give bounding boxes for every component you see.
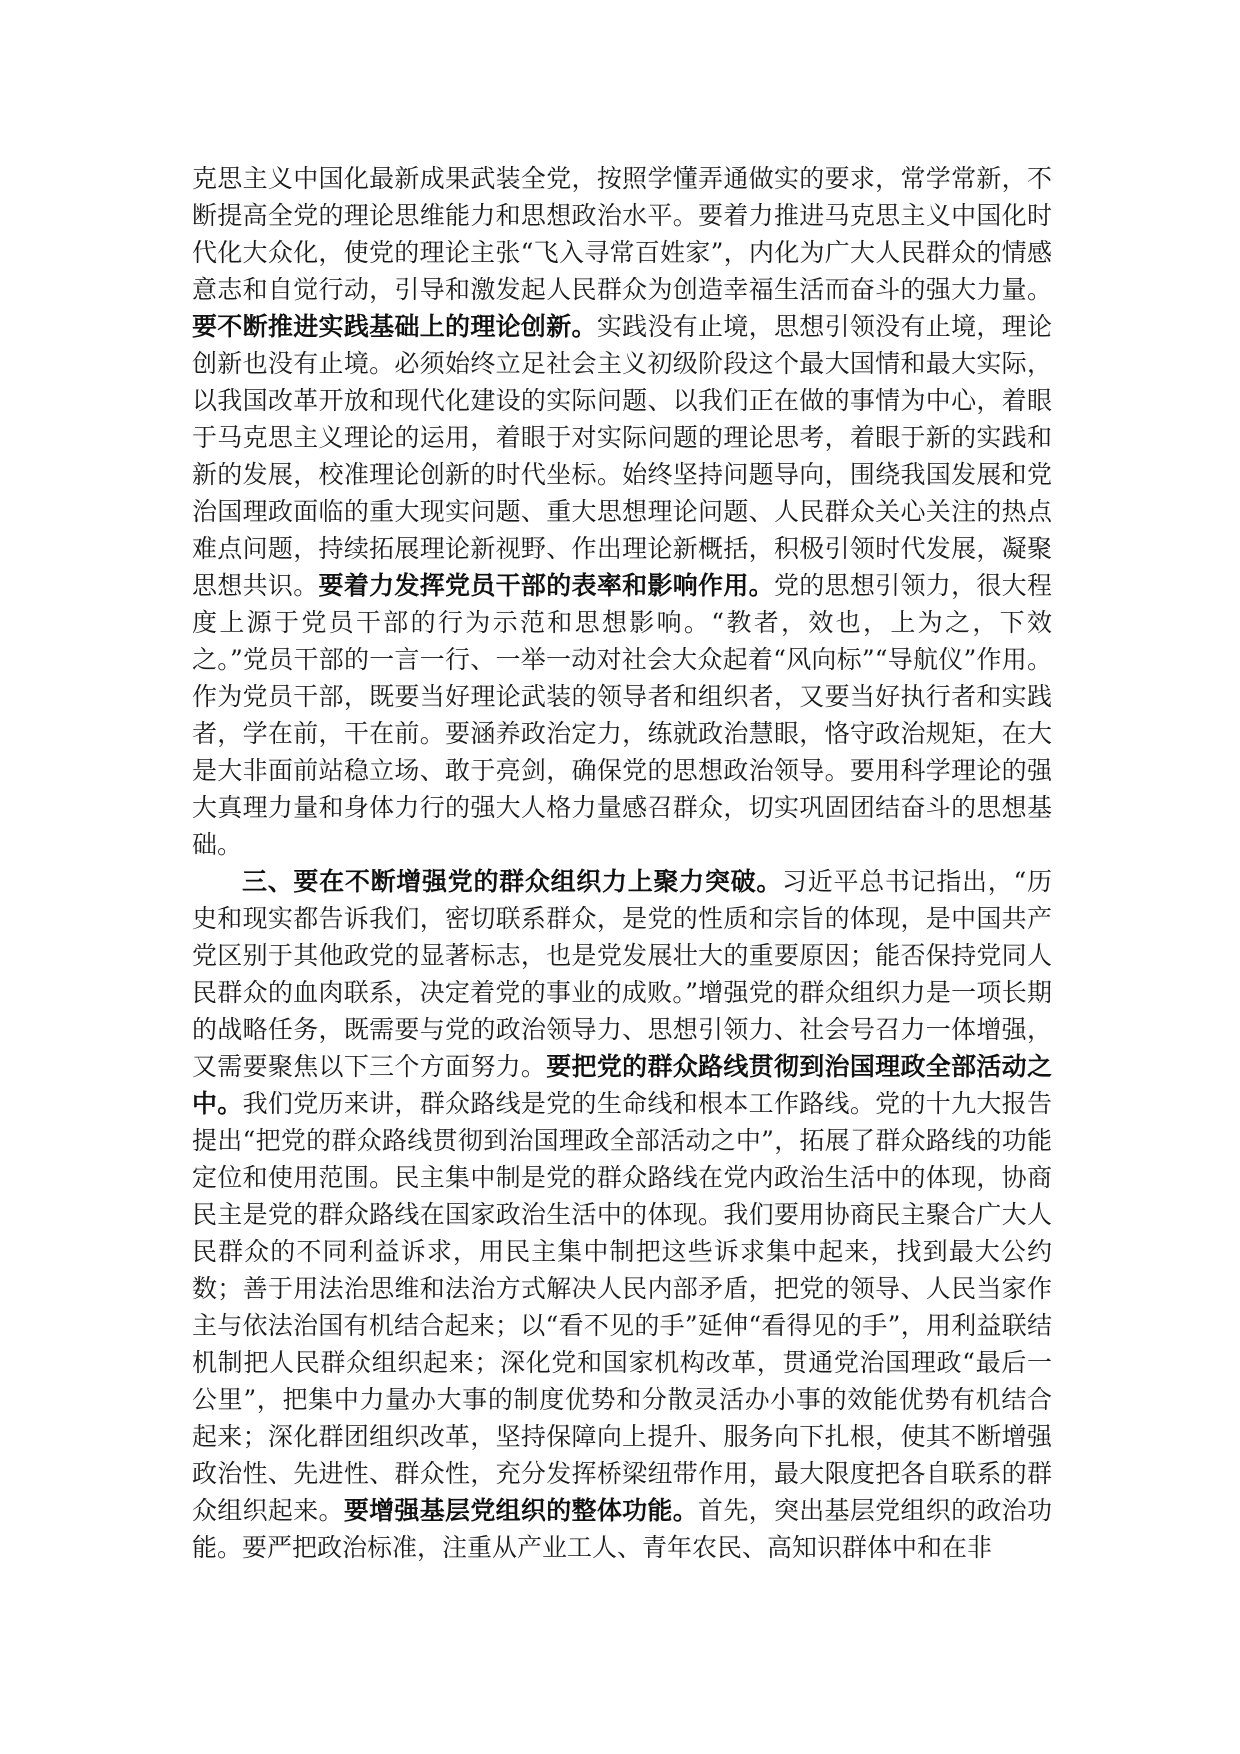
text-run: 党的思想引领力，很大程度上源于党员干部的行为示范和思想影响。“教者，效也，上为之，下效之。”党员干部的一言一行、一举一动对社会大众起着“风向标”“导航仪”作用。作为党员干部，既要当好理论武装的领导者和组织者，又要当好执行者和实践者，学在前，干在前。要涵养政治定力，练就政治慧眼，恪守政治规矩，在大是大非面前站稳立场、敢于亮剑，确保党的思想政治领导。要用科学理论的强大真理力量和身体力行的强大人格力量感召群众，切实巩固团结奋斗的思想基础。 <box>192 571 1052 859</box>
bold-subheading: 要不断推进实践基础上的理论创新。 <box>192 312 597 341</box>
section-heading: 三、要在不断增强党的群众组织力上聚力突破。 <box>242 867 783 896</box>
text-run: 克思主义中国化最新成果武装全党，按照学懂弄通做实的要求，常学常新，不断提高全党的理论思维能力和思想政治水平。要着力推进马克思主义中国化时代化大众化，使党的理论主张“飞入寻常百姓家”，内化为广大人民群众的情感意志和自觉行动，引导和激发起人民群众为创造幸福生活而奋斗的强大力量。 <box>192 164 1052 304</box>
text-run: 我们党历来讲，群众路线是党的生命线和根本工作路线。党的十九大报告提出“把党的群众路线贯彻到治国理政全部活动之中”，拓展了群众路线的功能定位和使用范围。民主集中制是党的群众路线在党内政治生活中的体现，协商民主是党的群众路线在国家政治生活中的体现。我们要用协商民主聚合广大人民群众的不同利益诉求，用民主集中制把这些诉求集中起来，找到最大公约数；善于用法治思维和法治方式解决人民内部矛盾，把党的领导、人民当家作主与依法治国有机结合起来；以“看不见的手”延伸“看得见的手”，用利益联结机制把人民群众组织起来；深化党和国家机构改革，贯通党治国理政“最后一公里”，把集中力量办大事的制度优势和分散灵活办小事的效能优势有机结合起来；深化群团组织改革，坚持保障向上提升、服务向下扎根，使其不断增强政治性、先进性、群众性，充分发挥桥梁纽带作用，最大限度把各自联系的群众组织起来。 <box>192 1089 1052 1525</box>
bold-subheading: 要把党的群众路线贯彻到治国理政全部活动之中。 <box>192 1052 1052 1118</box>
text-run: 实践没有止境，思想引领没有止境，理论创新也没有止境。必须始终立足社会主义初级阶段这个最大国情和最大实际，以我国改革开放和现代化建设的实际问题、以我们正在做的事情为中心，着眼于马克思主义理论的运用，着眼于对实际问题的理论思考，着眼于新的实践和新的发展，校准理论创新的时代坐标。始终坚持问题导向，围绕我国发展和党治国理政面临的重大现实问题、重大思想理论问题、人民群众关心关注的热点难点问题，持续拓展理论新视野、作出理论新概括，积极引领时代发展，凝聚思想共识。 <box>192 312 1052 600</box>
paragraph-2-continuation <box>192 160 1052 863</box>
paragraph-section-three <box>192 863 1052 1566</box>
text-run: 首先，突出基层党组织的政治功能。要严把政治标准，注重从产业工人、青年农民、高知识群体中和在非 <box>192 1496 1052 1562</box>
bold-subheading: 要着力发挥党员干部的表率和影响作用。 <box>318 571 774 600</box>
text-run: 习近平总书记指出，“历史和现实都告诉我们，密切联系群众，是党的性质和宗旨的体现，是中国共产党区别于其他政党的显著标志，也是党发展壮大的重要原因；能否保持党同人民群众的血肉联系，决定着党的事业的成败。”增强党的群众组织力是一项长期的战略任务，既需要与党的政治领导力、思想引领力、社会号召力一体增强，又需要聚焦以下三个方面努力。 <box>192 867 1052 1081</box>
document-page <box>192 160 1052 1566</box>
bold-subheading: 要增强基层党组织的整体功能。 <box>343 1496 699 1525</box>
